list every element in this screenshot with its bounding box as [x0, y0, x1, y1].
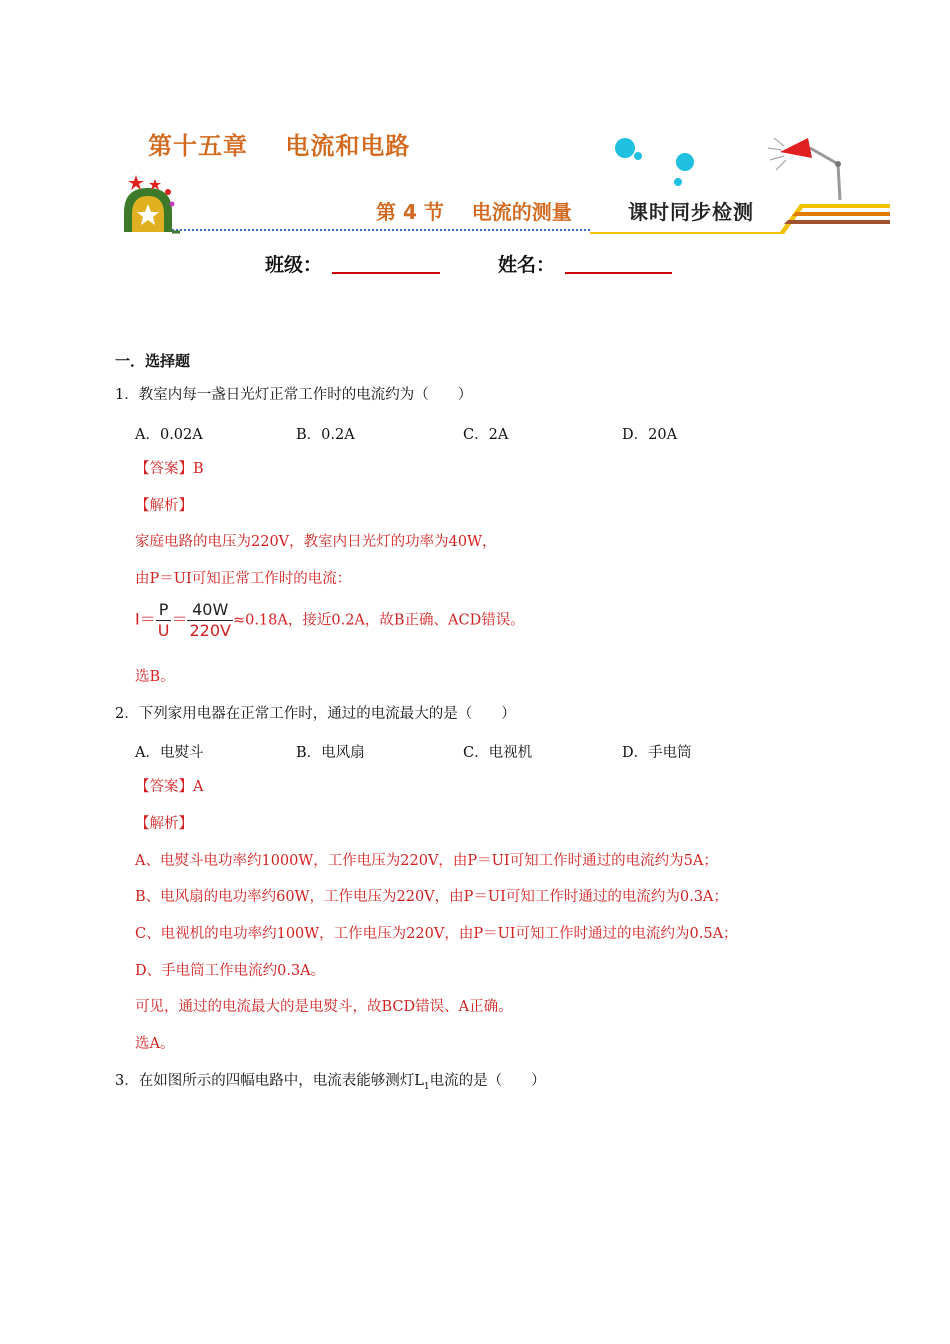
fraction-40w-over-220v [187, 600, 232, 641]
question-1-stem: 1．教室内每一盏日光灯正常工作时的电流约为（ ） [115, 387, 473, 403]
q2-conclusion: 选A。 [135, 1036, 175, 1052]
q2-option-a: A．电熨斗 [135, 745, 204, 761]
q3-stem-var: L [414, 1073, 424, 1089]
section-heading: 一．选择题 [115, 352, 191, 370]
q1-analysis-label: 【解析】 [135, 498, 193, 514]
frac2-numerator: 40W [187, 600, 232, 621]
star-badge-icon [124, 175, 180, 232]
formula-eq: ＝ [171, 609, 188, 629]
q2-option-c: C．电视机 [463, 745, 533, 761]
frac1-numerator: P [156, 600, 172, 621]
q3-stem-prefix: 3．在如图所示的四幅电路中，电流表能够测灯 [115, 1073, 415, 1089]
q2-option-d: D．手电筒 [622, 745, 692, 761]
q3-stem-sub: 1 [423, 1081, 430, 1092]
section-title: 第 4 节 电流的测量 [376, 200, 572, 224]
chapter-title: 第十五章 电流和电路 [148, 132, 411, 160]
class-label: 班级： [265, 254, 323, 276]
q2-analysis-line: C、电视机的电功率约100W，工作电压为220V，由P＝UI可知工作时通过的电流约为0.5A； [135, 926, 738, 942]
question-2-stem: 2．下列家用电器在正常工作时，通过的电流最大的是（ ） [115, 706, 516, 722]
q2-analysis-line: D、手电筒工作电流约0.3A。 [135, 963, 326, 979]
q1-conclusion: 选B。 [135, 669, 175, 685]
q2-analysis-label: 【解析】 [135, 816, 193, 832]
q1-option-d: D．20A [622, 427, 678, 443]
q1-answer: 【答案】B [135, 461, 204, 477]
q1-option-a: A．0.02A [135, 427, 203, 443]
question-3-stem [115, 1071, 546, 1097]
fraction-p-over-u [156, 600, 172, 641]
frac2-denominator: 220V [189, 621, 231, 640]
desk-lamp-icon [768, 138, 841, 200]
formula-lhs: I＝ [135, 609, 156, 629]
frac1-denominator: U [157, 621, 170, 640]
q3-stem-suffix: 电流的是（ ） [429, 1073, 546, 1089]
q2-analysis-line: 可见，通过的电流最大的是电熨斗，故BCD错误、A正确。 [135, 999, 513, 1015]
name-label: 姓名： [498, 254, 556, 276]
slogan: 课时同步检测 [628, 200, 754, 224]
class-blank[interactable] [332, 250, 440, 274]
q1-option-b: B．0.2A [296, 427, 355, 443]
q1-option-c: C．2A [463, 427, 509, 443]
q2-analysis-line: A、电熨斗电功率约1000W，工作电压为220V，由P＝UI可知工作时通过的电流约为5A； [135, 853, 718, 869]
q2-option-b: B．电风扇 [296, 745, 365, 761]
q2-answer: 【答案】A [135, 779, 204, 795]
bubbles-decoration [615, 138, 694, 186]
q1-formula [135, 600, 525, 641]
q1-analysis-line: 由P＝UI可知正常工作时的电流： [135, 571, 352, 587]
name-blank[interactable] [565, 250, 672, 274]
q2-analysis-line: B、电风扇的电功率约60W，工作电压为220V，由P＝UI可知工作时通过的电流约为0.3A； [135, 889, 728, 905]
q1-analysis-line: 家庭电路的电压为220V，教室内日光灯的功率为40W， [135, 534, 497, 550]
formula-rest: ≈0.18A，接近0.2A，故B正确、ACD错误。 [232, 612, 525, 629]
